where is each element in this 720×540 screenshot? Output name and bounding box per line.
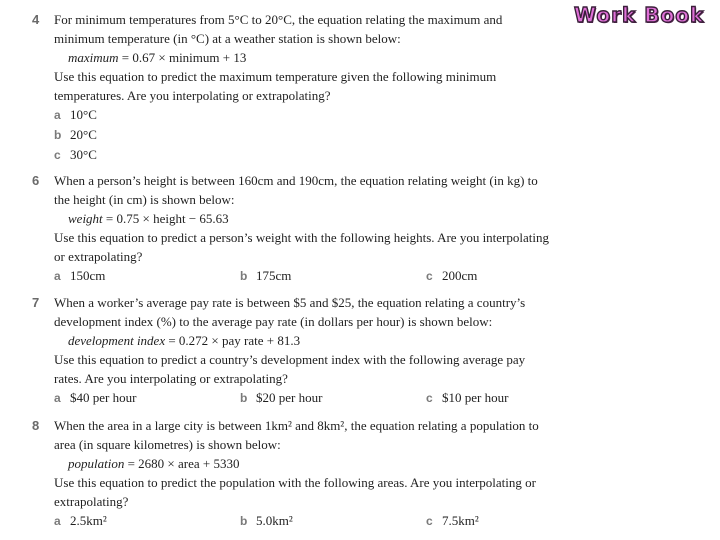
part-label: b	[54, 128, 62, 142]
work-book-badge: Work Book	[574, 3, 705, 27]
instruction-text: extrapolating?	[54, 494, 129, 509]
part-label: c	[426, 391, 433, 405]
instruction-text: Use this equation to predict the population with the following areas. Are you interpolating or	[54, 475, 536, 490]
part-a	[54, 388, 136, 408]
equation	[54, 331, 574, 350]
part-value: 2.5km²	[70, 513, 107, 528]
part-value: 10°C	[70, 107, 97, 122]
part-a	[54, 266, 105, 286]
question-text: When a worker’s average pay rate is between $5 and $25, the equation relating a country’s	[54, 295, 526, 310]
part-a	[54, 105, 574, 125]
part-label: a	[54, 108, 61, 122]
equation-lhs: maximum	[68, 50, 119, 65]
part-value: $20 per hour	[256, 390, 323, 405]
question-text: minimum temperature (in °C) at a weather station is shown below:	[54, 31, 401, 46]
part-label: c	[426, 269, 433, 283]
parts-row	[54, 511, 574, 530]
question-number: 4	[32, 12, 40, 27]
equation-lhs: development index	[68, 333, 166, 348]
part-value: 150cm	[70, 268, 106, 283]
part-value: 175cm	[256, 268, 292, 283]
part-c	[54, 145, 574, 165]
equation-rhs: = 0.272 × pay rate + 81.3	[168, 333, 301, 348]
instruction-text: or extrapolating?	[54, 249, 143, 264]
part-label: b	[240, 269, 248, 283]
part-c	[426, 266, 477, 286]
question-number: 6	[32, 173, 40, 188]
part-value: 20°C	[70, 127, 97, 142]
instruction-text: rates. Are you interpolating or extrapolating?	[54, 371, 288, 386]
part-label: a	[54, 269, 61, 283]
instruction-text: Use this equation to predict a country’s development index with the following average pay	[54, 352, 526, 367]
part-c	[426, 511, 479, 531]
part-value: 7.5km²	[442, 513, 479, 528]
equation-rhs: = 2680 × area + 5330	[127, 456, 240, 471]
question-text: For minimum temperatures from 5°C to 20°C, the equation relating the maximum and	[54, 12, 503, 27]
part-label: a	[54, 514, 61, 528]
part-label: b	[240, 391, 248, 405]
part-value: $40 per hour	[70, 390, 137, 405]
equation-lhs: weight	[68, 211, 103, 226]
instruction-text: Use this equation to predict a person’s weight with the following heights. Are you interpolating	[54, 230, 549, 245]
equation	[54, 209, 574, 228]
question-text: development index (%) to the average pay rate (in dollars per hour) is shown below:	[54, 314, 493, 329]
part-b	[240, 511, 293, 531]
equation-rhs: = 0.75 × height − 65.63	[105, 211, 229, 226]
part-a	[54, 511, 107, 531]
instruction-text: Use this equation to predict the maximum temperature given the following minimum	[54, 69, 497, 84]
equation	[54, 454, 574, 473]
question-text: the height (in cm) is shown below:	[54, 192, 235, 207]
part-label: b	[240, 514, 248, 528]
part-label: c	[54, 148, 61, 162]
parts-row	[54, 388, 574, 407]
part-b	[240, 388, 322, 408]
question-number: 7	[32, 295, 40, 310]
question-text: area (in square kilometres) is shown below:	[54, 437, 281, 452]
question-text: When the area in a large city is between 1km² and 8km², the equation relating a population to	[54, 418, 539, 433]
question-number: 8	[32, 418, 40, 433]
part-value: 200cm	[442, 268, 478, 283]
part-b	[240, 266, 291, 286]
equation	[54, 48, 574, 67]
part-value: 5.0km²	[256, 513, 293, 528]
part-b	[54, 125, 574, 145]
part-c	[426, 388, 508, 408]
instruction-text: temperatures. Are you interpolating or extrapolating?	[54, 88, 331, 103]
part-label: c	[426, 514, 433, 528]
question-text: When a person’s height is between 160cm and 190cm, the equation relating weight (in kg) to	[54, 173, 538, 188]
equation-lhs: population	[68, 456, 125, 471]
part-value: $10 per hour	[442, 390, 509, 405]
part-label: a	[54, 391, 61, 405]
part-value: 30°C	[70, 147, 97, 162]
parts-row	[54, 266, 574, 285]
equation-rhs: = 0.67 × minimum + 13	[121, 50, 247, 65]
